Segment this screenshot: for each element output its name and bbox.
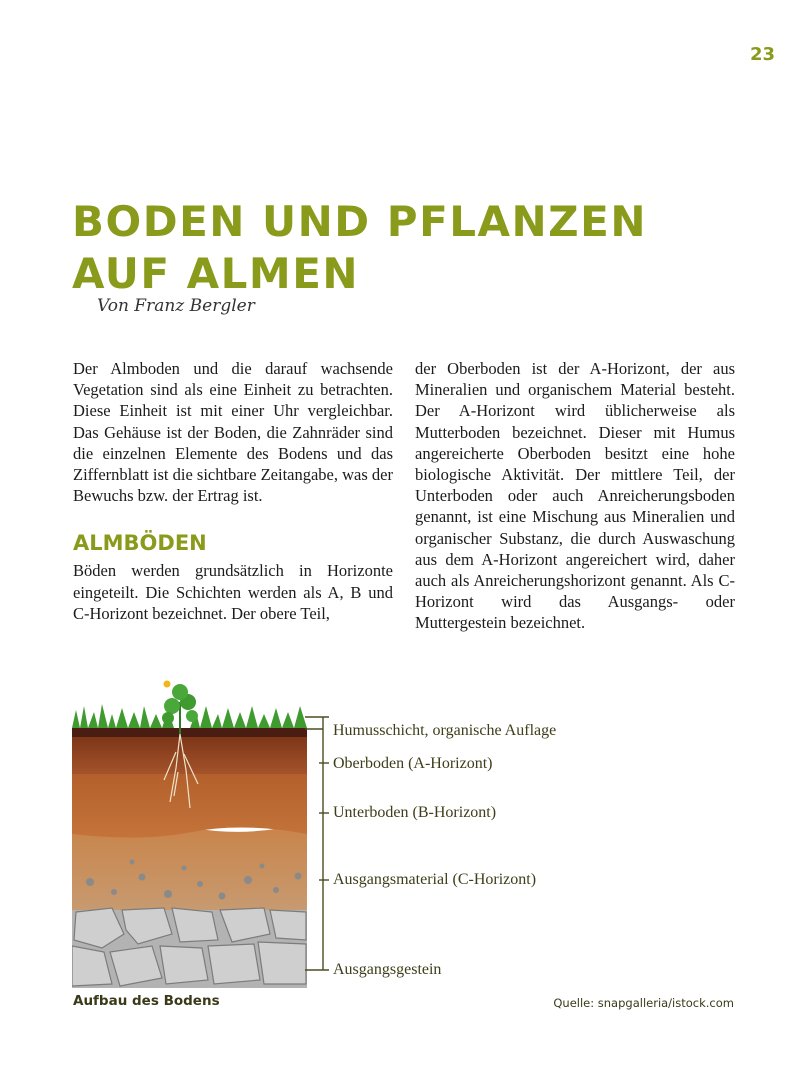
section-paragraph-continued: der Oberboden ist der A-Horizont, der aus Mineralien und organischem Material besteht. Der A-Horizont wird üblicherweise als Mutterboden bezeichnet. Dieser mit Humus angereicherte Oberboden besitzt eine hohe biologische Aktivität. Der mittlere Teil, der Unterboden oder auch Anreicherungsboden genannt, ist eine Mischung aus Mineralien und organischer Substanz, die durch Auswaschung aus dem A-Horizont angereichert wird, daher auch als Anreicherungshorizont genannt. Als C-Horizont wird das Ausgangs- oder Muttergestein bezeichnet.: [415, 359, 735, 633]
figure-caption: Aufbau des Bodens: [73, 993, 220, 1009]
topsoil-layer: [72, 734, 307, 774]
soil-labels: [305, 715, 725, 985]
soil-profile-illustration: [72, 672, 307, 988]
section-heading: ALMBÖDEN: [73, 531, 207, 556]
text-column-right: [415, 358, 735, 634]
section-paragraph-start: Böden werden grundsätzlich in Horizonte eingeteilt. Die Schichten werden als A, B und C-Horizont bezeichnet. Der obere Teil,: [73, 561, 393, 623]
label-subsoil: Unterboden (B-Horizont): [333, 804, 497, 821]
image-credit: Quelle: snapgalleria/istock.com: [553, 996, 734, 1010]
title-line-2: AUF ALMEN: [72, 249, 360, 298]
label-parent-material: Ausgangsmaterial (C-Horizont): [333, 871, 537, 888]
label-topsoil: Oberboden (A-Horizont): [333, 755, 493, 772]
intro-paragraph: Der Almboden und die darauf wachsende Vegetation sind als eine Einheit zu betrachten. Diese Einheit ist mit einer Uhr vergleichbar. Das Gehäuse ist der Boden, die Zahnräder sind die einzelnen Elemente des Bodens und das Ziffernblatt ist die sichtbare Zeitangabe, was der Bewuchs bzw. der Ertrag ist.: [73, 359, 393, 506]
title-line-1: BODEN UND PFLANZEN: [72, 197, 647, 246]
author-byline: Von Franz Bergler: [97, 296, 255, 316]
page-number: 23: [749, 44, 775, 65]
label-humus: Humusschicht, organische Auflage: [333, 722, 557, 739]
label-bedrock: Ausgangsgestein: [333, 961, 442, 978]
text-column-left: [73, 358, 393, 624]
humus-layer: [72, 728, 307, 737]
page-title: [72, 196, 762, 300]
